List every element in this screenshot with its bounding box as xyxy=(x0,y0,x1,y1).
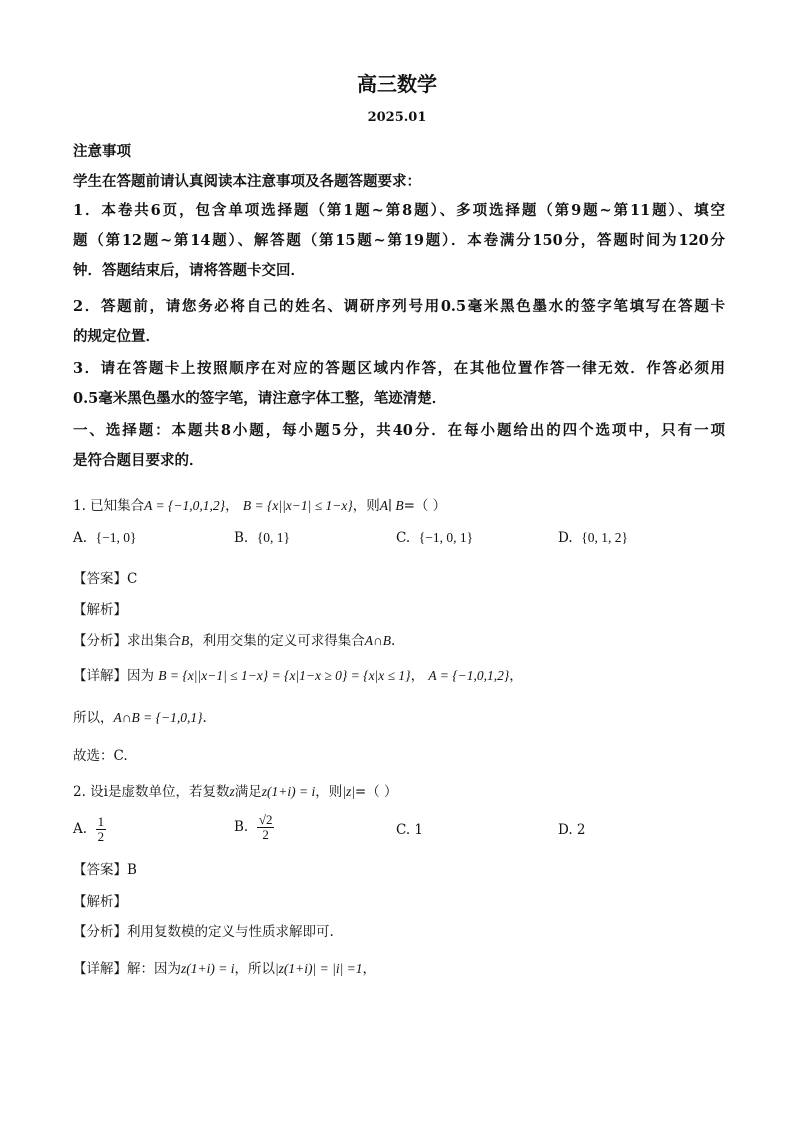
question-2 xyxy=(73,780,398,800)
q2-ask: =（ ） xyxy=(354,784,398,800)
q1-option-d[interactable] xyxy=(558,530,628,546)
q2-fenxi xyxy=(73,920,334,940)
so-text: 所以， xyxy=(73,710,114,726)
q1-set-a: A = {−1,0,1,2} xyxy=(144,498,226,513)
fraction-numerator: √2 xyxy=(258,812,273,827)
detail-text: 因为 xyxy=(127,668,154,684)
notice-heading: 注意事项 xyxy=(73,143,131,160)
q2-detail xyxy=(73,957,376,977)
detail-end: ， xyxy=(509,668,523,684)
q2-option-b[interactable] xyxy=(234,813,274,842)
detail-math: z(1+i) = i xyxy=(181,961,235,976)
option-label: A. xyxy=(73,821,88,837)
notice-item-3-line-1: 3．请在答题卡上按照顺序在对应的答题区域内作答，在其他位置作答一律无效．作答必须用 xyxy=(73,360,725,377)
fenxi-end: . xyxy=(391,633,396,649)
detail-sep: ， xyxy=(410,668,425,684)
q2-prefix: 2. 设i是虚数单位，若复数 xyxy=(73,784,230,800)
detail-math-2: |z(1+i)| = |i| =1 xyxy=(274,961,363,976)
fenxi-tag: 【分析】 xyxy=(73,924,127,940)
q2-analysis-tag: 【解析】 xyxy=(73,894,127,910)
fenxi-text: 利用复数模的定义与性质求解即可. xyxy=(127,924,334,940)
fraction xyxy=(96,815,107,844)
detail-tag: 【详解】 xyxy=(73,961,127,977)
q1-expr: A∣ B xyxy=(379,498,404,513)
question-1 xyxy=(73,494,446,514)
option-label: B. xyxy=(234,530,249,546)
detail-tag: 【详解】 xyxy=(73,668,127,684)
q2-answer xyxy=(73,858,137,878)
answer-tag: 【答案】 xyxy=(73,862,127,878)
so-end: . xyxy=(202,710,207,726)
section-1-line-2: 是符合题目要求的． xyxy=(73,452,204,469)
q1-sep: ， xyxy=(225,498,239,514)
q1-answer xyxy=(73,567,137,587)
q2-abs-z: |z| xyxy=(342,784,355,799)
section-1-line-1: 一、选择题：本题共8小题，每小题5分，共40分．在每小题给出的四个选项中，只有一项 xyxy=(73,422,725,439)
fraction-numerator: 1 xyxy=(97,814,105,829)
notice-item-1-line-3: 钟．答题结束后，请将答题卡交回． xyxy=(73,262,305,279)
notice-item-2-line-2: 的规定位置． xyxy=(73,328,160,345)
detail-text: 解：因为 xyxy=(127,961,181,977)
fenxi-set-b: B xyxy=(181,633,190,648)
notice-intro: 学生在答题前请认真阅读本注意事项及各题答题要求： xyxy=(73,173,421,190)
q1-detail xyxy=(73,664,523,684)
option-label: D. xyxy=(558,530,573,546)
fenxi-text: 求出集合 xyxy=(127,633,181,649)
notice-item-1-line-1: 1．本卷共6页，包含单项选择题（第1题~第8题）、多项选择题（第9题~第11题）、填空 xyxy=(73,202,725,219)
exam-date: 2025.01 xyxy=(367,110,427,125)
fraction-denominator: 2 xyxy=(97,829,105,844)
q1-set-b: B = {x||x−1| ≤ 1−x} xyxy=(242,498,353,513)
notice-item-3-line-2: 0.5毫米黑色墨水的签字笔，请注意字体工整，笔迹清楚． xyxy=(73,390,447,407)
answer-tag: 【答案】 xyxy=(73,571,127,587)
answer-value: C xyxy=(127,571,138,587)
q1-option-c[interactable] xyxy=(396,530,473,546)
q2-then: ，则 xyxy=(315,784,343,800)
q1-ask: =（ ） xyxy=(403,498,447,514)
q2-z: z xyxy=(229,784,235,799)
q1-option-a[interactable] xyxy=(73,530,136,546)
so-math: A∩B = {−1,0,1} xyxy=(113,710,203,725)
q1-analysis-tag: 【解析】 xyxy=(73,602,127,618)
q1-choose: 故选：C. xyxy=(73,748,128,764)
detail-math: B = {x||x−1| ≤ 1−x} = {x|1−x ≥ 0} = {x|x ≤ 1} xyxy=(158,668,411,683)
fenxi-text-2: ，利用交集的定义可求得集合 xyxy=(189,633,365,649)
detail-mid: ，所以 xyxy=(234,961,275,977)
option-label: C. xyxy=(396,530,411,546)
q2-eq: z(1+i) = i xyxy=(261,784,316,799)
notice-item-1-line-2: 题（第12题~第14题）、解答题（第15题~第19题）．本卷满分150分，答题时间为120分 xyxy=(73,232,725,249)
option-label: B. xyxy=(234,819,249,835)
fraction xyxy=(257,813,275,842)
q2-option-c[interactable]: C. 1 xyxy=(396,822,424,838)
option-label: A. xyxy=(73,530,88,546)
fenxi-tag: 【分析】 xyxy=(73,633,127,649)
detail-math-2: A = {−1,0,1,2} xyxy=(428,668,510,683)
q1-prefix: 1. 已知集合 xyxy=(73,498,145,514)
fenxi-intersection: A∩B xyxy=(364,633,391,648)
q1-fenxi xyxy=(73,629,395,649)
q1-conclusion xyxy=(73,706,207,726)
option-value: {0, 1} xyxy=(256,530,291,545)
answer-value: B xyxy=(127,862,137,878)
option-value: {0, 1, 2} xyxy=(581,530,628,545)
q1-then: ，则 xyxy=(352,498,380,514)
q2-option-d[interactable]: D. 2 xyxy=(558,822,586,838)
option-value: {−1, 0, 1} xyxy=(418,530,474,545)
option-value: {−1, 0} xyxy=(95,530,137,545)
detail-end: ， xyxy=(362,961,377,977)
q2-option-a[interactable] xyxy=(73,815,106,844)
fraction-denominator: 2 xyxy=(262,827,269,842)
q1-option-b[interactable] xyxy=(234,530,290,546)
notice-item-2-line-1: 2．答题前，请您务必将自己的姓名、调研序列号用0.5毫米黑色墨水的签字笔填写在答题卡 xyxy=(73,298,725,315)
q2-mid: 满足 xyxy=(234,784,262,800)
page-title: 高三数学 xyxy=(357,72,437,96)
